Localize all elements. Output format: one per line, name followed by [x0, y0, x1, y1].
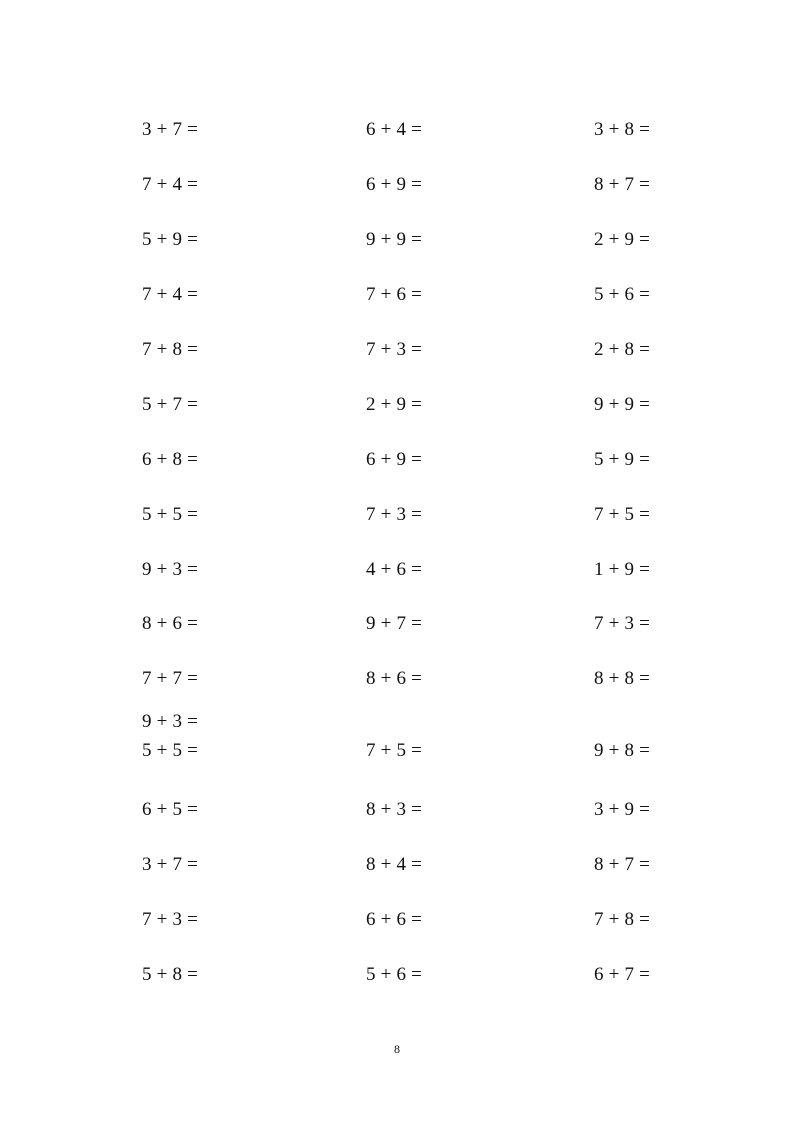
- problem: 7 + 4 =: [142, 174, 199, 195]
- problem: 7 + 3 =: [366, 339, 423, 360]
- problem: 9 + 9 =: [366, 229, 423, 250]
- problem: 7 + 5 =: [594, 504, 651, 525]
- problem: 2 + 8 =: [594, 339, 651, 360]
- problem: 5 + 6 =: [594, 284, 651, 305]
- problem: 6 + 7 =: [594, 964, 651, 985]
- problem: 7 + 3 =: [594, 613, 651, 634]
- problem: 3 + 7 =: [142, 119, 199, 140]
- problem: 9 + 9 =: [594, 394, 651, 415]
- problem: 5 + 5 =: [142, 740, 199, 761]
- problem: 5 + 9 =: [594, 449, 651, 470]
- problem: 7 + 4 =: [142, 284, 199, 305]
- problem: 6 + 9 =: [366, 449, 423, 470]
- problem: 5 + 5 =: [142, 504, 199, 525]
- problem: 6 + 6 =: [366, 909, 423, 930]
- problem: 7 + 6 =: [366, 284, 423, 305]
- problem: 3 + 7 =: [142, 854, 199, 875]
- problem: 7 + 5 =: [366, 740, 423, 761]
- problem: 8 + 3 =: [366, 799, 423, 820]
- problem: 6 + 4 =: [366, 119, 423, 140]
- problem: 1 + 9 =: [594, 559, 651, 580]
- problem: 2 + 9 =: [594, 229, 651, 250]
- page-number: 8: [394, 1042, 400, 1056]
- problem: 4 + 6 =: [366, 559, 423, 580]
- problem: 6 + 5 =: [142, 799, 199, 820]
- problem: 7 + 3 =: [142, 909, 199, 930]
- problem: 6 + 9 =: [366, 174, 423, 195]
- problem: 8 + 4 =: [366, 854, 423, 875]
- problem: 7 + 8 =: [594, 909, 651, 930]
- problem: 7 + 8 =: [142, 339, 199, 360]
- problem: 8 + 7 =: [594, 854, 651, 875]
- problem: 5 + 8 =: [142, 964, 199, 985]
- problem: 8 + 8 =: [594, 668, 651, 689]
- problem: 5 + 9 =: [142, 229, 199, 250]
- problem: 5 + 7 =: [142, 394, 199, 415]
- problem: 7 + 3 =: [366, 504, 423, 525]
- problem: 3 + 9 =: [594, 799, 651, 820]
- extra-problem: 9 + 3 =: [142, 711, 199, 732]
- problem: 3 + 8 =: [594, 119, 651, 140]
- problem: 8 + 7 =: [594, 174, 651, 195]
- problem: 6 + 8 =: [142, 449, 199, 470]
- problem: 8 + 6 =: [366, 668, 423, 689]
- problem: 9 + 7 =: [366, 613, 423, 634]
- problem: 7 + 7 =: [142, 668, 199, 689]
- problem: 9 + 3 =: [142, 559, 199, 580]
- problem: 5 + 6 =: [366, 964, 423, 985]
- problem: 9 + 8 =: [594, 740, 651, 761]
- problem: 2 + 9 =: [366, 394, 423, 415]
- problem: 8 + 6 =: [142, 613, 199, 634]
